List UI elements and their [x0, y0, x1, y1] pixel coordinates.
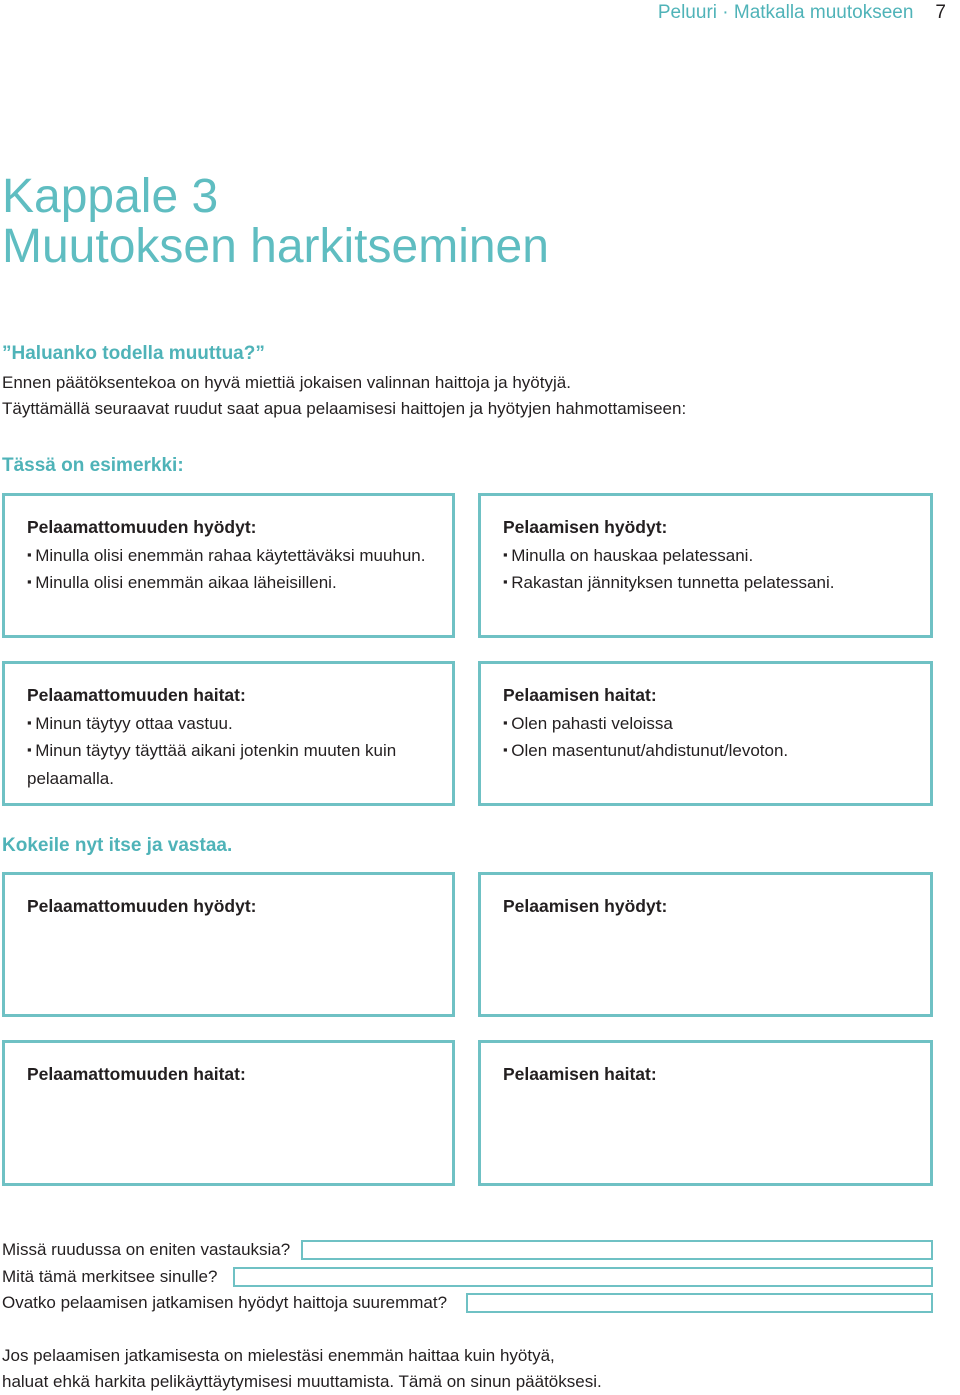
- answer-box-not-gambling-benefits[interactable]: [2, 872, 455, 1017]
- question-label: Missä ruudussa on eniten vastauksia?: [2, 1240, 291, 1259]
- answer-field-meaning[interactable]: [233, 1267, 933, 1287]
- example-box-not-gambling-benefits: [2, 493, 455, 638]
- list-item: ▪ Minulla olisi enemmän rahaa käytettäväksi muuhun.: [27, 543, 432, 571]
- closing-text: [2, 1343, 602, 1395]
- question-label: Mitä tämä merkitsee sinulle?: [2, 1267, 218, 1286]
- page-number: 7: [935, 2, 946, 23]
- question-row: [2, 1291, 447, 1315]
- box-heading: Pelaamattomuuden hyödyt:: [27, 517, 257, 537]
- box-heading: Pelaamisen hyödyt:: [503, 517, 668, 537]
- answer-field-most-answers[interactable]: [301, 1240, 933, 1260]
- chapter-name: Muutoksen harkitseminen: [2, 220, 549, 273]
- box-heading: Pelaamisen haitat:: [503, 685, 657, 705]
- example-box-gambling-drawbacks: [478, 661, 933, 806]
- list-item: ▪ Minulla on hauskaa pelatessani.: [503, 543, 910, 571]
- intro-line-1: Ennen päätöksentekoa on hyvä miettiä jokaisen valinnan haittoja ja hyötyjä.: [2, 373, 571, 392]
- list-item: ▪ Minun täytyy täyttää aikani jotenkin muuten kuin pelaamalla.: [27, 738, 432, 792]
- question-label: Ovatko pelaamisen jatkamisen hyödyt haittoja suuremmat?: [2, 1293, 448, 1312]
- try-heading: Kokeile nyt itse ja vastaa.: [2, 835, 233, 856]
- closing-line-1: Jos pelaamisen jatkamisesta on mielestäsi enemmän haittaa kuin hyötyä,: [2, 1346, 555, 1365]
- intro-line-2: Täyttämällä seuraavat ruudut saat apua pelaamisesi haittojen ja hyötyjen hahmottamiseen:: [2, 399, 687, 418]
- running-header: [658, 0, 946, 26]
- list-item: ▪ Rakastan jännityksen tunnetta pelatessani.: [503, 570, 910, 598]
- question-row: [2, 1238, 290, 1262]
- list-item: ▪ Minulla olisi enemmän aikaa läheisilleni.: [27, 570, 432, 598]
- box-heading: Pelaamisen hyödyt:: [503, 896, 668, 916]
- box-heading: Pelaamattomuuden haitat:: [27, 1064, 246, 1084]
- chapter-number: Kappale 3: [2, 170, 219, 223]
- section-heading: ”Haluanko todella muuttua?”: [2, 343, 265, 364]
- closing-line-2: haluat ehkä harkita pelikäyttäytymisesi muuttamista. Tämä on sinun päätöksesi.: [2, 1372, 602, 1391]
- list-item: ▪ Minun täytyy ottaa vastuu.: [27, 711, 432, 739]
- chapter-title: [2, 172, 549, 272]
- list-item: ▪ Olen pahasti veloissa: [503, 711, 910, 739]
- box-list: [27, 711, 432, 793]
- box-list: [27, 543, 432, 598]
- box-list: [503, 543, 910, 598]
- box-heading: Pelaamattomuuden haitat:: [27, 685, 246, 705]
- header-title: Peluuri · Matkalla muutokseen: [657, 2, 914, 23]
- box-heading: Pelaamattomuuden hyödyt:: [27, 896, 257, 916]
- answer-field-benefits-outweigh[interactable]: [466, 1293, 933, 1313]
- example-box-not-gambling-drawbacks: [2, 661, 455, 806]
- answer-box-not-gambling-drawbacks[interactable]: [2, 1040, 455, 1186]
- example-heading: Tässä on esimerkki:: [2, 455, 184, 476]
- example-box-gambling-benefits: [478, 493, 933, 638]
- answer-box-gambling-benefits[interactable]: [478, 872, 933, 1017]
- list-item: ▪ Olen masentunut/ahdistunut/levoton.: [503, 738, 910, 766]
- question-row: [2, 1265, 217, 1289]
- answer-box-gambling-drawbacks[interactable]: [478, 1040, 933, 1186]
- box-list: [503, 711, 910, 766]
- box-heading: Pelaamisen haitat:: [503, 1064, 657, 1084]
- intro-text: [2, 370, 686, 422]
